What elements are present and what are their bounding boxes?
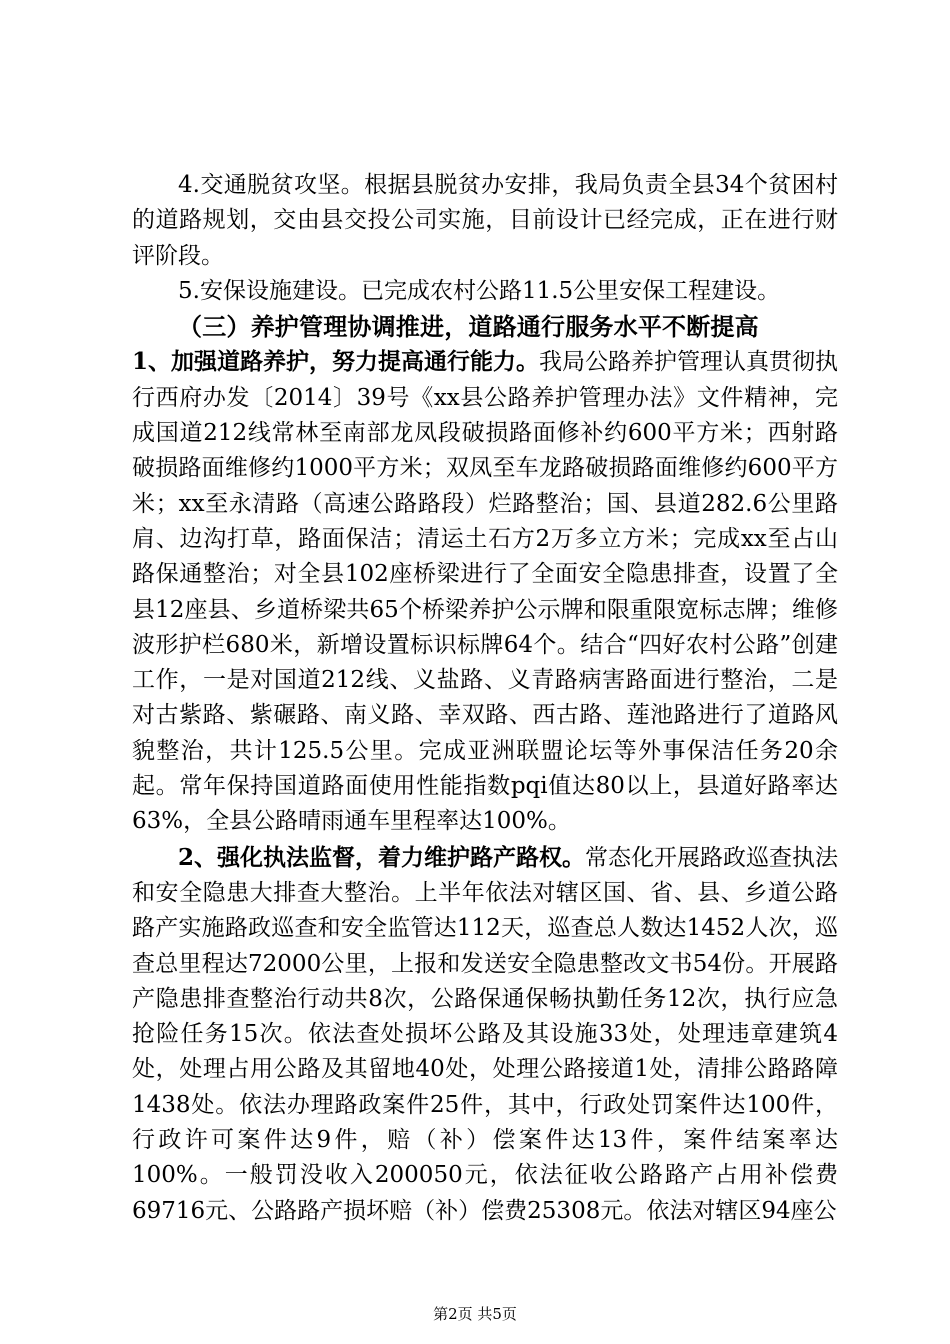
paragraph-lead-law-enforcement: 2、强化执法监督，着力维护路产路权。 [178,843,586,871]
paragraph-law-enforcement [132,840,838,1229]
paragraph-safety-facilities: 5.安保设施建设。已完成农村公路11.5公里安保工程建设。 [178,277,781,304]
section-heading-maintenance: （三）养护管理协调推进，道路通行服务水平不断提高 [178,312,759,342]
page-number-footer: 第2页 共5页 [433,1305,517,1323]
paragraph-road-maintenance [132,344,838,839]
paragraph-lead-road-maintenance: 1、加强道路养护，努力提高通行能力。 [132,348,540,376]
paragraph-poverty-alleviation: 4.交通脱贫攻坚。根据县脱贫办安排，我局负责全县34个贫困村的道路规划，交由县交投公司实施，目前设计已经完成，正在进行财评阶段。 [132,172,838,269]
paragraph-body-road-maintenance: 我局公路养护管理认真贯彻执行西府办发〔2014〕39号《xx县公路养护管理办法》文件精神，完成国道212线常林至南部龙凤段破损路面修补约600平方米；西射路破损路面维修约1000平方米；双凤至车龙路破损路面维修约600平方米；xx至永清路（高速公路路段）烂路整治；国、县道282.6公里路肩、边沟打草，路面保洁；清运土石方2万多立方米；完成xx至占山路保通整治；对全县102座桥梁进行了全面安全隐患排查，设置了全县12座县、乡道桥梁共65个桥梁养护公示牌和限重限宽标志牌；维修波形护栏680米，新增设置标识标牌64个。结合“四好农村公路”创建工作，一是对国道212线、义盐路、义青路病害路面进行整治，二是对古紫路、紫碾路、南义路、幸双路、西古路、莲池路进行了道路风貌整治，共计125.5公里。完成亚洲联盟论坛等外事保洁任务20余起。常年保持国道路面使用性能指数pqi值达80以上，县道好路率达63%，全县公路晴雨通车里程率达100%。 [132,349,839,835]
paragraph-body-law-enforcement: 常态化开展路政巡查执法和安全隐患大排查大整治。上半年依法对辖区国、省、县、乡道公路路产实施路政巡查和安全监管达112天，巡查总人数达1452人次，巡查总里程达72000公里，上报和发送安全隐患整改文书54份。开展路产隐患排查整治行动共8次，公路保通保畅执勤任务12次，执行应急抢险任务15次。依法查处损坏公路及其设施33处，处理违章建筑4处，处理占用公路及其留地40处，处理公路接道1处，清排公路路障1438处。依法办理路政案件25件，其中，行政处罚案件达100件，行政许可案件达9件，赔（补）偿案件达13件，案件结案率达100%。一般罚没收入200050元，依法征收公路路产占用补偿费69716元、公路路产损坏赔（补）偿费25308元。依法对辖区94座公 [132,844,839,1224]
document-body [132,168,838,1229]
